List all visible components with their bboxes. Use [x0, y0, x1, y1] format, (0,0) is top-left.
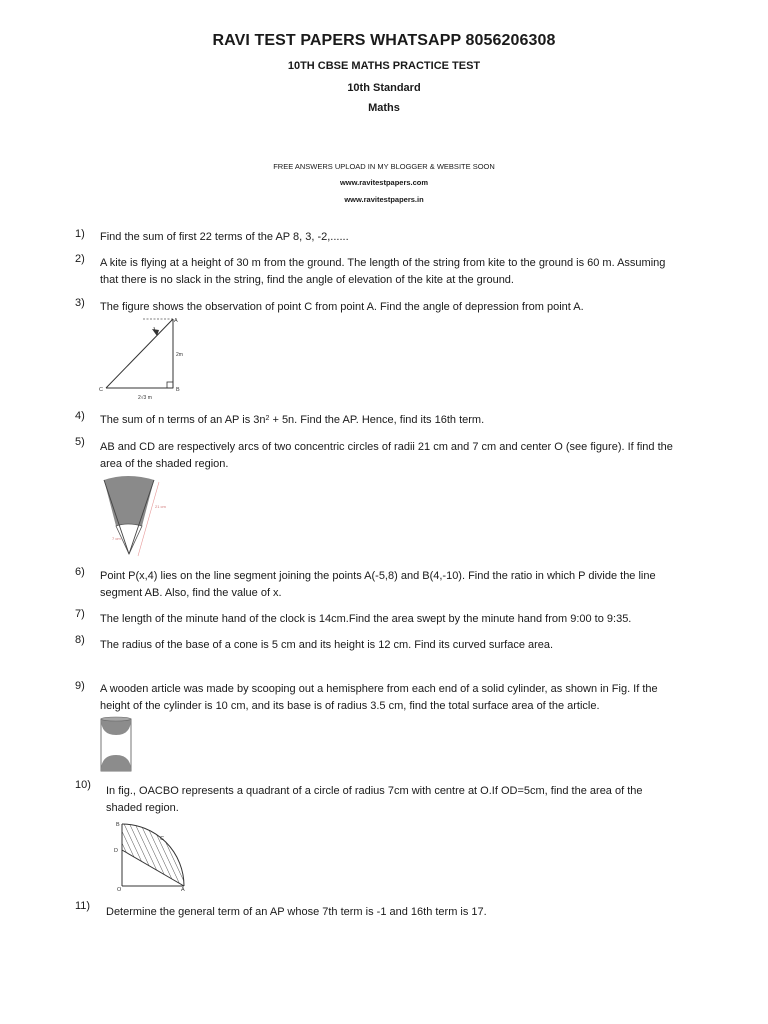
test-name: 10TH CBSE MATHS PRACTICE TEST — [287, 60, 481, 72]
subject-label: Maths — [368, 102, 400, 114]
question-number: 2) — [75, 253, 85, 265]
question-number: 8) — [75, 634, 85, 646]
triangle-figure — [96, 314, 196, 404]
label-side-ab: 2m — [176, 352, 183, 358]
website-link-in: www.ravitestpapers.in — [344, 195, 424, 204]
question-text: A kite is flying at a height of 30 m from the ground. The length of the string from kite to the ground is 60 m. Assuming that there is no slack in the string, find the angle of elevation of the kite at the ground. — [100, 257, 666, 286]
question-text: In fig., OACBO represents a quadrant of a circle of radius 7cm with centre at O.If OD=5cm, find the area of the shaded region. — [106, 785, 643, 814]
question-number: 9) — [75, 680, 85, 692]
question-number: 1) — [75, 228, 85, 240]
label-radius-outer: 21 cm — [155, 504, 166, 509]
question-number: 6) — [75, 566, 85, 578]
question-text: AB and CD are respectively arcs of two concentric circles of radii 21 cm and 7 cm and center O (see figure). If find the area of the shaded region. — [100, 441, 673, 470]
question-text: The figure shows the observation of point C from point A. Find the angle of depression from point A. — [100, 301, 584, 313]
question-text: A wooden article was made by scooping out a hemisphere from each end of a solid cylinder, as shown in Fig. If the height of the cylinder is 10 cm, and its base is of radius 3.5 cm, find the total surface area of the article. — [100, 683, 658, 712]
label-c: C — [99, 387, 103, 393]
label-o: O — [117, 887, 122, 892]
website-link-com: www.ravitestpapers.com — [339, 178, 429, 187]
label-a: A — [174, 318, 178, 324]
label-radius-inner: 7 cm — [112, 536, 121, 541]
page-title: RAVI TEST PAPERS WHATSAPP 8056206308 — [212, 32, 556, 49]
label-b: B — [176, 387, 180, 393]
question-number: 4) — [75, 410, 85, 422]
question-number: 11) — [75, 900, 91, 912]
question-text: The length of the minute hand of the clock is 14cm.Find the area swept by the minute hand from 9:00 to 9:35. — [100, 613, 632, 625]
cylinder-figure — [98, 716, 134, 776]
question-number: 7) — [75, 608, 85, 620]
label-d: D — [114, 848, 118, 854]
label-side-cb: 2√3 m — [138, 395, 152, 401]
label-a: A — [181, 887, 185, 892]
sector-figure — [98, 474, 170, 560]
question-text — [100, 412, 680, 429]
question-number: 5) — [75, 436, 85, 448]
question-text: Point P(x,4) lies on the line segment joining the points A(-5,8) and B(4,-10). Find the ratio in which P divide the line segment AB. Also, find the value of x. — [100, 570, 656, 599]
question-text-part: + 5n. Find the AP. Hence, find its 16th term. — [269, 414, 485, 426]
question-text: The radius of the base of a cone is 5 cm and its height is 12 cm. Find its curved surface area. — [100, 639, 554, 651]
question-text: Determine the general term of an AP whose 7th term is -1 and 16th term is 17. — [106, 906, 487, 918]
question-text: Find the sum of first 22 terms of the AP 8, 3, -2,...... — [100, 231, 349, 243]
question-text-part: The sum of n terms of an AP is 3n — [100, 414, 266, 426]
question-number: 3) — [75, 297, 85, 309]
superscript: 2 — [265, 415, 270, 422]
quadrant-figure — [110, 818, 192, 892]
label-c: C — [160, 836, 164, 842]
answers-notice: FREE ANSWERS UPLOAD IN MY BLOGGER & WEBSITE SOON — [273, 162, 495, 171]
label-b: B — [116, 822, 120, 828]
question-number: 10) — [75, 779, 91, 791]
standard-label: 10th Standard — [347, 82, 421, 94]
